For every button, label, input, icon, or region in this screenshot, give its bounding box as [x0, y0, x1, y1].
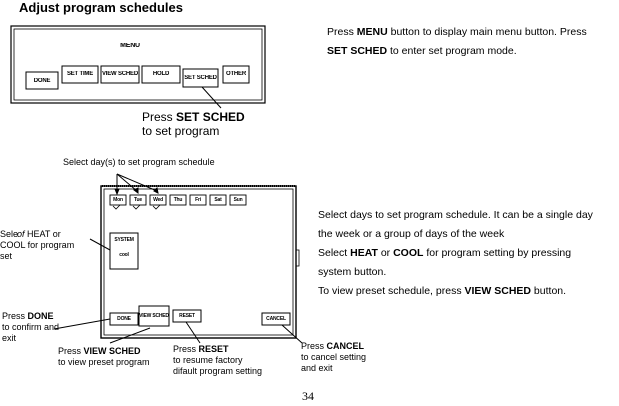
view-callout-key: VIEW SCHED: [83, 346, 141, 356]
done-callout-line2: to confirm and: [2, 322, 60, 332]
instructions-line-4: system button.: [318, 266, 387, 278]
set-sched-callout: [142, 111, 245, 124]
select-mode-callout-line3: set: [0, 251, 13, 261]
instructions-cool-key: COOL: [393, 247, 424, 259]
select-mode-line1: Sele: [0, 229, 19, 239]
done-callout-key: DONE: [27, 311, 54, 321]
day-button-sun[interactable]: Sun: [233, 197, 243, 203]
system-mode-value: cool: [119, 252, 129, 258]
reset-callout-prefix: Press: [173, 344, 199, 354]
instructions-line5-prefix: To view preset schedule, press: [318, 285, 465, 297]
view-sched-callout: [58, 346, 141, 356]
done-callout-line3: exit: [2, 333, 17, 343]
reset-callout-line3: difault program setting: [173, 366, 263, 376]
menu-set-sched-button[interactable]: SET SCHED: [184, 75, 217, 81]
intro-line2-suffix: to enter set program mode.: [387, 45, 517, 57]
cancel-callout-key: CANCEL: [326, 341, 365, 351]
select-mode-line1-rest: HEAT or: [24, 229, 61, 239]
menu-set-time-button[interactable]: SET TIME: [66, 71, 94, 77]
intro-line-1: [327, 23, 587, 42]
cancel-callout-line3: and exit: [301, 363, 333, 373]
day-button-wed[interactable]: Wed: [153, 197, 163, 203]
done-callout: [2, 311, 54, 321]
set-sched-callout-line2: to set program: [142, 124, 220, 138]
cancel-callout-line2: to cancel setting: [301, 352, 367, 362]
cancel-button[interactable]: CANCEL: [266, 316, 286, 322]
day-button-fri[interactable]: Fri: [195, 197, 201, 203]
instructions-line-5: [318, 282, 566, 301]
reset-button[interactable]: RESET: [179, 313, 195, 319]
select-mode-callout-line2: COOL for program: [0, 240, 75, 250]
select-days-callout: Select day(s) to set program schedule: [63, 157, 215, 167]
menu-view-sched-button[interactable]: VIEW SCHED: [101, 71, 138, 77]
view-sched-callout-line2: to view preset program: [58, 357, 150, 367]
instructions-line-1: Select days to set program schedule. It can be a single day: [318, 209, 593, 221]
page-title: Adjust program schedules: [19, 0, 183, 15]
select-mode-overlay: of: [17, 229, 25, 239]
day-button-mon[interactable]: Mon: [113, 197, 123, 203]
intro-line-2: [327, 42, 517, 61]
cancel-callout: [301, 341, 364, 351]
instructions-line3-mid: or: [377, 247, 394, 259]
intro-line1-prefix: Press: [327, 26, 357, 38]
view-callout-prefix: Press: [58, 346, 84, 356]
day-button-thu[interactable]: Thu: [173, 197, 183, 203]
instructions-line-3: [318, 244, 571, 263]
system-button-label[interactable]: SYSTEM: [114, 237, 134, 243]
view-sched-button[interactable]: VIEW SCHED: [139, 313, 169, 319]
menu-done-button[interactable]: DONE: [33, 78, 51, 84]
set-sched-callout-key: SET SCHED: [176, 110, 245, 124]
menu-other-button[interactable]: OTHER: [225, 71, 246, 77]
intro-set-sched-key: SET SCHED: [327, 45, 388, 57]
day-button-sat[interactable]: Sat: [214, 197, 222, 203]
instructions-line5-suffix: button.: [531, 285, 567, 297]
instructions-heat-key: HEAT: [350, 247, 378, 259]
instructions-line3-prefix: Select: [318, 247, 351, 259]
reset-callout: [173, 344, 229, 354]
reset-callout-key: RESET: [198, 344, 229, 354]
reset-callout-line2: to resume factory: [173, 355, 243, 365]
intro-line1-suffix: button to display main menu button. Press: [387, 26, 587, 38]
intro-menu-key: MENU: [356, 26, 388, 38]
select-mode-callout: [0, 229, 61, 239]
cancel-callout-prefix: Press: [301, 341, 327, 351]
done-button[interactable]: DONE: [117, 316, 131, 322]
menu-device: [11, 26, 265, 108]
done-callout-prefix: Press: [2, 311, 28, 321]
page-number: 34: [302, 389, 314, 403]
set-sched-callout-prefix: Press: [142, 110, 173, 124]
instructions-line3-suffix: for program setting by pressing: [423, 247, 572, 259]
menu-hold-button[interactable]: HOLD: [152, 71, 170, 77]
menu-header-label: MENU: [120, 43, 140, 49]
day-button-tue[interactable]: Tue: [134, 197, 142, 203]
instructions-view-sched-key: VIEW SCHED: [464, 285, 532, 297]
instructions-line-2: the week or a group of days of the week: [318, 228, 505, 240]
